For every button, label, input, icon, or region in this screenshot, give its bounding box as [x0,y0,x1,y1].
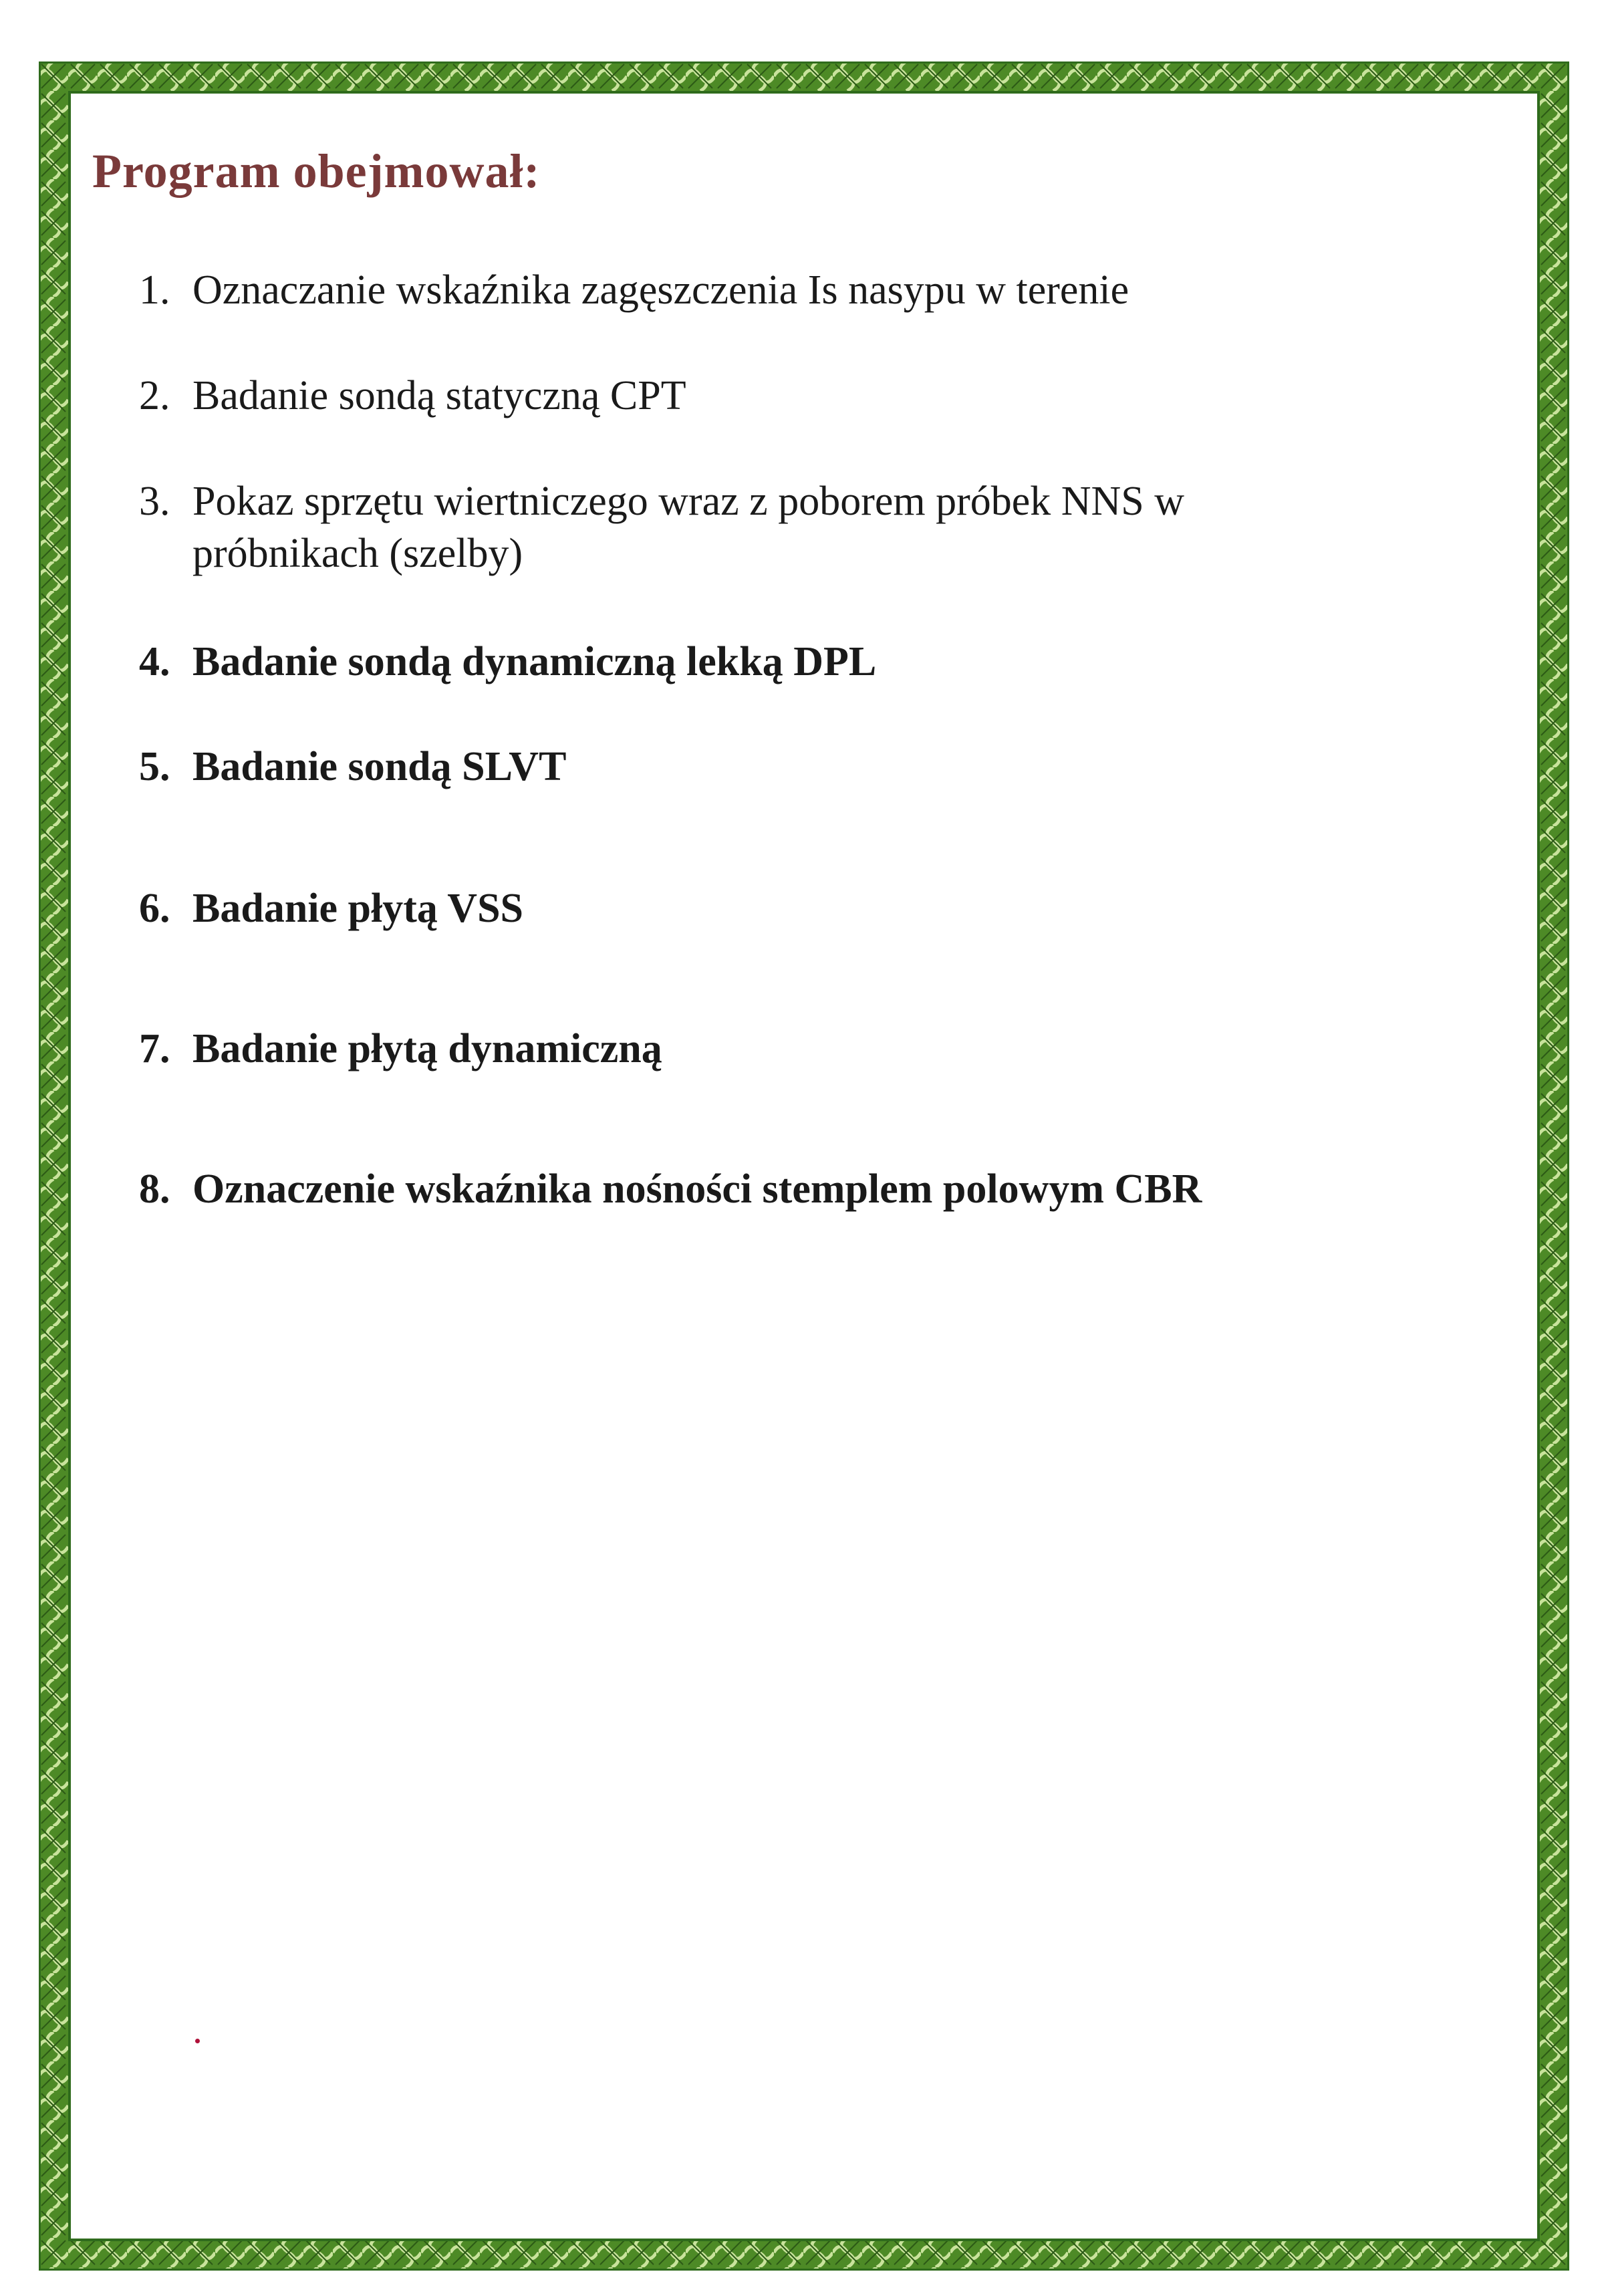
scan-speck [195,2039,200,2043]
list-item [139,636,1482,688]
list-item [139,370,1482,422]
item-number: 1. [139,267,170,313]
item-text: Oznaczanie wskaźnika zagęszczenia Is nasypu w terenie [192,267,1129,313]
item-text: Badanie sondą statyczną CPT [192,373,686,418]
list-item [139,1023,1482,1075]
list-item [139,1163,1482,1215]
item-number: 6. [139,886,170,931]
item-text: Oznaczenie wskaźnika nośności stemplem polowym CBR [192,1166,1202,1212]
list-item [139,741,1482,793]
list-item [139,264,1482,316]
item-number: 7. [139,1026,170,1071]
item-text: Badanie sondą SLVT [192,744,567,789]
document-title: Program obejmował: [92,144,541,198]
item-text: Pokaz sprzętu wiertniczego wraz z poborem próbek NNS w próbnikach (szelby) [192,479,1185,576]
list-item [139,475,1482,580]
list-item [139,882,1482,934]
item-number: 3. [139,479,170,524]
item-number: 8. [139,1166,170,1212]
item-text: Badanie płytą dynamiczną [192,1026,662,1071]
item-number: 5. [139,744,170,789]
item-text: Badanie płytą VSS [192,886,524,931]
item-number: 4. [139,639,170,684]
item-text: Badanie sondą dynamiczną lekką DPL [192,639,877,684]
document-body [92,144,1482,1212]
item-number: 2. [139,373,170,418]
